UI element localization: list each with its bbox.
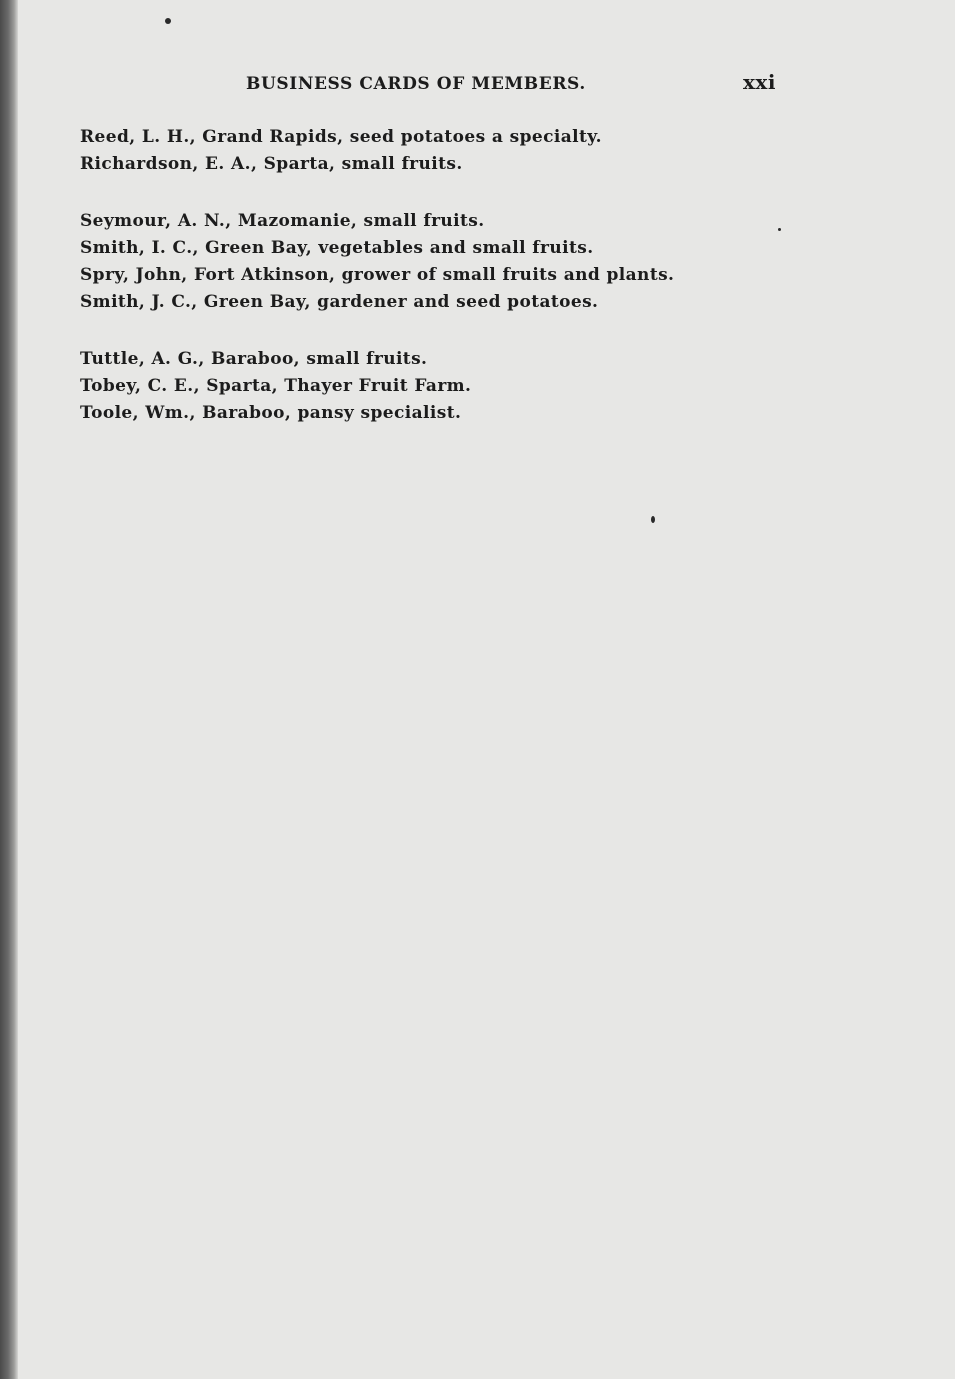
member-entry: Seymour, A. N., Mazomanie, small fruits.	[80, 211, 485, 231]
member-entry: Richardson, E. A., Sparta, small fruits.	[80, 154, 463, 174]
entry-group-r	[80, 124, 760, 178]
entry-group-t	[80, 346, 760, 427]
page-binding-edge	[0, 0, 18, 1379]
member-entry: Spry, John, Fort Atkinson, grower of small fruits and plants.	[80, 265, 675, 285]
member-listing	[80, 124, 760, 427]
member-entry: Smith, I. C., Green Bay, vegetables and small fruits.	[80, 238, 594, 258]
page-number: xxi	[743, 70, 776, 94]
member-entry: Tobey, C. E., Sparta, Thayer Fruit Farm.	[80, 376, 472, 396]
member-entry: Toole, Wm., Baraboo, pansy specialist.	[80, 403, 462, 423]
ink-speck	[165, 18, 171, 24]
entry-group-s	[80, 208, 760, 316]
running-title: BUSINESS CARDS OF MEMBERS.	[246, 74, 586, 94]
member-entry: Tuttle, A. G., Baraboo, small fruits.	[80, 349, 428, 369]
ink-speck	[778, 228, 781, 231]
page-header	[246, 70, 786, 100]
member-entry: Reed, L. H., Grand Rapids, seed potatoes a specialty.	[80, 127, 602, 147]
member-entry: Smith, J. C., Green Bay, gardener and seed potatoes.	[80, 292, 599, 312]
ink-speck	[651, 516, 655, 523]
